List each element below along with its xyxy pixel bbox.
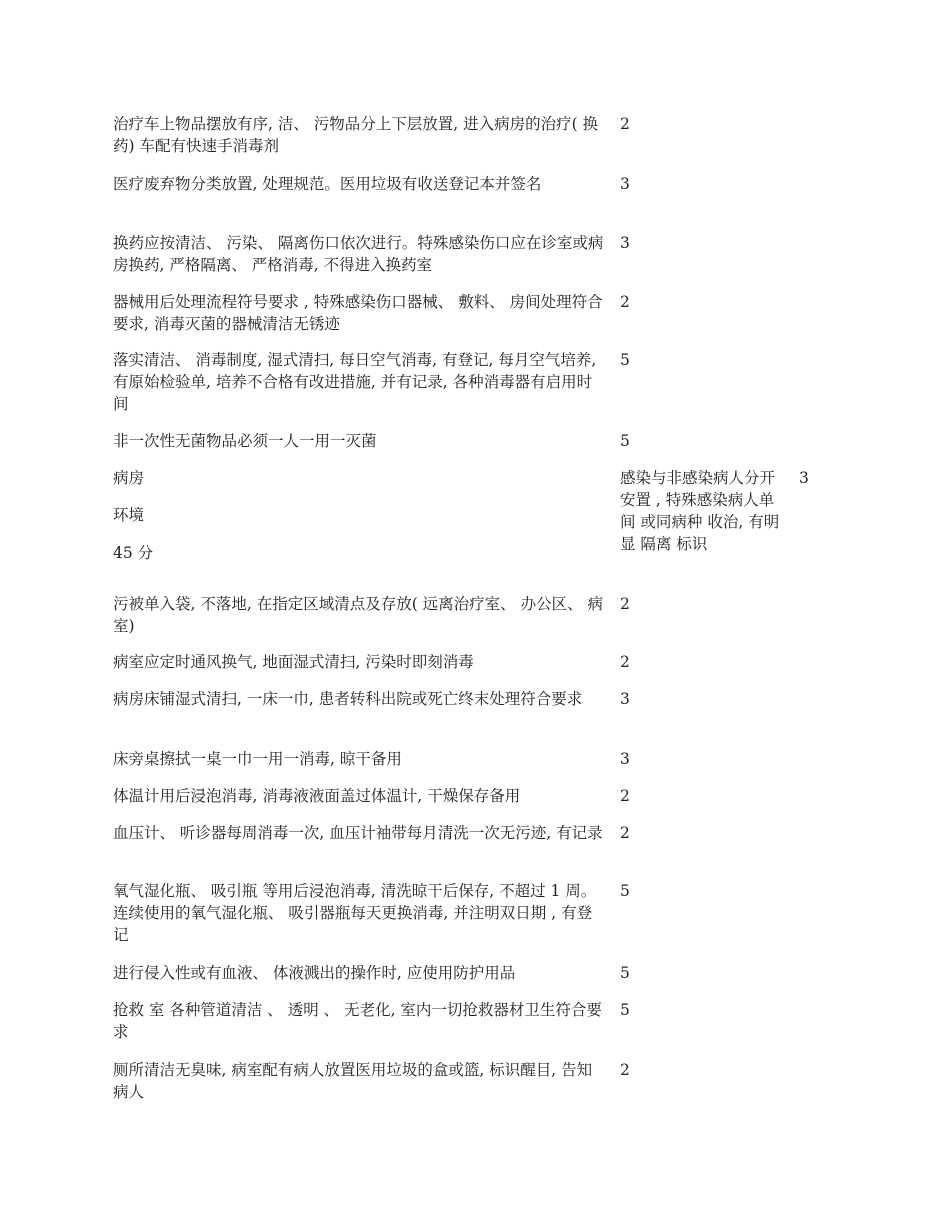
item-text: 非一次性无菌物品必须一人一用一灭菌 [113, 432, 377, 450]
item-text: 抢救 室 各种管道清洁 、 透明 、 无老化, 室内一切抢救器材卫生符合要求 [113, 1001, 602, 1041]
item-text: 污被单入袋, 不落地, 在指定区域清点及存放( 远离治疗室、 办公区、 病室) [113, 595, 604, 635]
item-text: 器械用后处理流程符号要求 , 特殊感染伤口器械、 敷料、 房间处理符合要求, 消毒灭菌的器械清洁无锈迹 [113, 293, 603, 333]
item-text: 血压计、 听诊器每周消毒一次, 血压计袖带每月清洗一次无污迹, 有记录 [113, 824, 603, 842]
item-score: 2 [620, 787, 630, 805]
item-score: 2 [620, 653, 630, 671]
item-text: 落实清洁、 消毒制度, 湿式清扫, 每日空气消毒, 有登记, 每月空气培养, 有原始检验单, 培养不合格有改进措施, 并有记录, 各种消毒器有启用时间 [113, 351, 597, 413]
item-score: 5 [620, 1001, 630, 1019]
item-text: 床旁桌擦拭一桌一巾一用一消毒, 晾干备用 [113, 750, 402, 768]
item-text: 病房床铺湿式清扫, 一床一巾, 患者转科出院或死亡终末处理符合要求 [113, 690, 583, 708]
item-score: 5 [620, 882, 630, 900]
section-label-line1: 病房 [113, 469, 145, 487]
section-item-text: 感染与非感染病人分开安置 , 特殊感染病人单间 或同病种 收治, 有明显 隔离 标识 [620, 469, 780, 553]
item-score: 5 [620, 351, 630, 369]
item-score: 2 [620, 824, 630, 842]
item-score: 3 [620, 750, 630, 768]
item-score: 2 [620, 1061, 630, 1079]
item-score: 2 [620, 595, 630, 613]
item-text: 氧气湿化瓶、 吸引瓶 等用后浸泡消毒, 清洗晾干后保存, 不超过 1 周。连续使用的氧气湿化瓶、 吸引器瓶每天更换消毒, 并注明双日期 , 有登记 [113, 882, 597, 944]
item-text: 换药应按清洁、 污染、 隔离伤口依次进行。特殊感染伤口应在诊室或病房换药, 严格隔离、 严格消毒, 不得进入换药室 [113, 234, 604, 274]
item-score: 3 [620, 175, 630, 193]
item-text: 治疗车上物品摆放有序, 洁、 污物品分上下层放置, 进入病房的治疗( 换药) 车配有快速手消毒剂 [113, 115, 599, 155]
item-score: 5 [620, 432, 630, 450]
item-text: 体温计用后浸泡消毒, 消毒液液面盖过体温计, 干燥保存备用 [113, 787, 521, 805]
item-score: 2 [620, 293, 630, 311]
item-score: 2 [620, 115, 630, 133]
item-score: 3 [620, 234, 630, 252]
section-item-score: 3 [799, 469, 809, 487]
section-score-total: 45 分 [113, 544, 154, 562]
item-text: 进行侵入性或有血液、 体液溅出的操作时, 应使用防护用品 [113, 964, 516, 982]
item-text: 病室应定时通风换气, 地面湿式清扫, 污染时即刻消毒 [113, 653, 474, 671]
item-text: 医疗废弃物分类放置, 处理规范。医用垃圾有收送登记本并签名 [113, 175, 542, 193]
item-text: 厕所清洁无臭味, 病室配有病人放置医用垃圾的盒或篮, 标识醒目, 告知病人 [113, 1061, 593, 1101]
item-score: 3 [620, 690, 630, 708]
item-score: 5 [620, 964, 630, 982]
section-label-line2: 环境 [113, 506, 145, 524]
